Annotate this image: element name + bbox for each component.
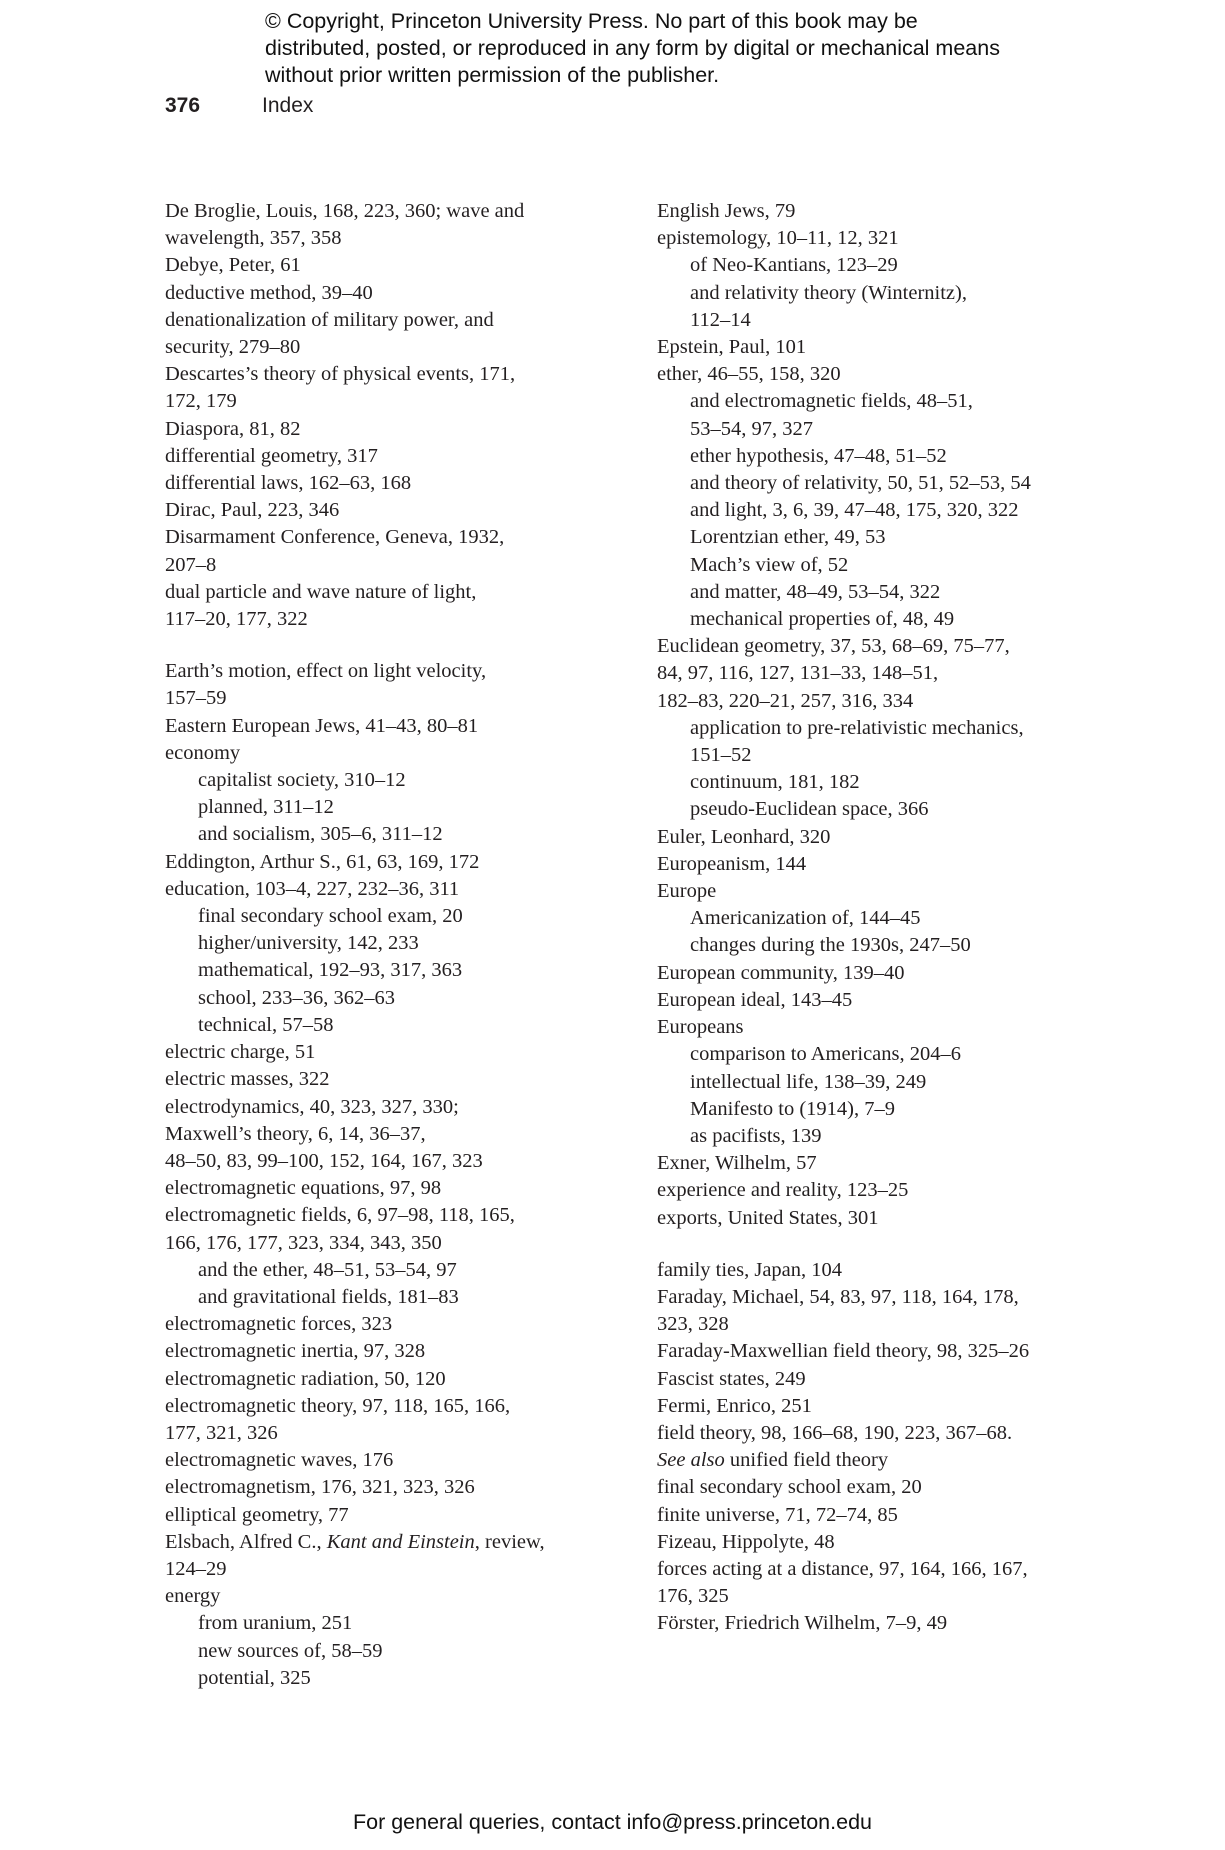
index-subentry <box>165 767 585 794</box>
index-subentry <box>657 524 1077 551</box>
index-entry <box>165 1447 585 1474</box>
entry-line: Europeanism, 144 <box>657 852 807 875</box>
index-subentry <box>657 932 1077 959</box>
entry-line: differential laws, 162–63, 168 <box>165 472 412 495</box>
footer-contact: For general queries, contact info@press.princeton.edu <box>352 1810 872 1834</box>
index-subentry <box>165 1665 585 1692</box>
page-number: 376 <box>165 94 201 117</box>
entry-line: electric masses, 322 <box>165 1068 330 1091</box>
entry-line: Eastern European Jews, 41–43, 80–81 <box>165 714 479 737</box>
entry-line: electromagnetic radiation, 50, 120 <box>165 1367 446 1390</box>
index-subentry <box>657 252 1077 279</box>
letter-group-gap <box>165 633 585 658</box>
entry-line: electromagnetic fields, 6, 97–98, 118, 165, <box>165 1204 515 1227</box>
index-entry <box>657 987 1077 1014</box>
entry-line: 151–52 <box>690 744 752 767</box>
entry-line: wavelength, 357, 358 <box>165 227 342 250</box>
entry-line: European community, 139–40 <box>657 961 905 984</box>
entry-line: field theory, 98, 166–68, 190, 223, 367–68. <box>657 1421 1013 1444</box>
index-subentry <box>657 1123 1077 1150</box>
entry-line: 176, 325 <box>657 1585 729 1608</box>
entry-line: Euclidean geometry, 37, 53, 68–69, 75–77, <box>657 635 1010 658</box>
entry-line: Lorentzian ether, 49, 53 <box>690 526 886 549</box>
entry-line: Diaspora, 81, 82 <box>165 417 301 440</box>
index-entry <box>657 851 1077 878</box>
index-entry <box>165 198 585 252</box>
entry-line: electromagnetic equations, 97, 98 <box>165 1177 442 1200</box>
index-entry <box>657 1529 1077 1556</box>
index-column-left <box>165 198 585 1692</box>
index-subentry <box>165 1610 585 1637</box>
entry-line: and gravitational fields, 181–83 <box>198 1285 459 1308</box>
entry-line: Förster, Friedrich Wilhelm, 7–9, 49 <box>657 1612 948 1635</box>
entry-line: elliptical geometry, 77 <box>165 1503 349 1526</box>
index-entry <box>165 416 585 443</box>
entry-line: electromagnetic inertia, 97, 328 <box>165 1340 426 1363</box>
entry-line: epistemology, 10–11, 12, 321 <box>657 227 899 250</box>
index-entry <box>165 740 585 767</box>
index-entry <box>165 1366 585 1393</box>
entry-line: ether hypothesis, 47–48, 51–52 <box>690 444 947 467</box>
entry-line: Europeans <box>657 1016 744 1039</box>
entry-line: mechanical properties of, 48, 49 <box>690 608 955 631</box>
index-entry <box>165 849 585 876</box>
entry-line: Disarmament Conference, Geneva, 1932, <box>165 526 505 549</box>
entry-line: De Broglie, Louis, 168, 223, 360; wave and <box>165 200 525 222</box>
index-subentry <box>165 930 585 957</box>
index-entry <box>165 307 585 361</box>
index-entry <box>657 1474 1077 1501</box>
index-entry <box>165 1502 585 1529</box>
entry-line: electrodynamics, 40, 323, 327, 330; <box>165 1095 459 1118</box>
index-subentry <box>657 470 1077 497</box>
entry-line: forces acting at a distance, 97, 164, 166, 167, <box>657 1557 1028 1580</box>
entry-line: Elsbach, Alfred C., Kant and Einstein, review, <box>165 1530 545 1553</box>
entry-line: differential geometry, 317 <box>165 444 378 467</box>
index-entry <box>165 1039 585 1066</box>
entry-line: technical, 57–58 <box>198 1013 334 1036</box>
entry-line: dual particle and wave nature of light, <box>165 580 477 603</box>
index-entry <box>657 1610 1077 1637</box>
entry-line: and socialism, 305–6, 311–12 <box>198 823 443 846</box>
book-title: Kant and Einstein <box>326 1530 475 1553</box>
entry-line: new sources of, 58–59 <box>198 1639 383 1662</box>
entry-line: European ideal, 143–45 <box>657 988 853 1011</box>
index-subentry <box>657 1041 1077 1068</box>
index-subentry <box>657 905 1077 932</box>
index-entry <box>165 524 585 578</box>
entry-line: Manifesto to (1914), 7–9 <box>690 1097 895 1120</box>
index-subentry <box>165 1638 585 1665</box>
entry-line: higher/university, 142, 233 <box>198 932 419 955</box>
index-entry <box>657 1556 1077 1610</box>
entry-line: Fermi, Enrico, 251 <box>657 1394 812 1417</box>
see-also-target: unified field theory <box>724 1449 889 1472</box>
running-title: Index <box>262 94 314 117</box>
index-entry <box>165 497 585 524</box>
entry-line: 323, 328 <box>657 1313 729 1336</box>
letter-group-gap <box>657 1232 1077 1257</box>
entry-line: denationalization of military power, and <box>165 308 494 331</box>
entry-line: energy <box>165 1585 221 1608</box>
entry-line: education, 103–4, 227, 232–36, 311 <box>165 877 460 900</box>
entry-line: Mach’s view of, 52 <box>690 553 849 576</box>
entry-line: 157–59 <box>165 687 227 710</box>
entry-line: Earth’s motion, effect on light velocity, <box>165 660 487 683</box>
index-entry <box>165 579 585 633</box>
copyright-notice: © Copyright, Princeton University Press. No part of this book may be distributed, posted, or reproduced in any form by digital or mechanical means without prior written permission of the publisher. <box>265 9 1000 87</box>
index-entry <box>165 658 585 712</box>
entry-line: exports, United States, 301 <box>657 1206 879 1229</box>
entry-line: planned, 311–12 <box>198 796 334 819</box>
index-subentry <box>165 1012 585 1039</box>
index-subentry <box>165 1257 585 1284</box>
entry-line: Exner, Wilhelm, 57 <box>657 1152 817 1175</box>
entry-line: continuum, 181, 182 <box>690 771 860 794</box>
entry-line: Maxwell’s theory, 6, 14, 36–37, <box>165 1122 426 1145</box>
see-also-label: See also <box>657 1449 725 1472</box>
entry-line: finite universe, 71, 72–74, 85 <box>657 1503 898 1526</box>
index-subentry <box>657 715 1077 769</box>
index-entry <box>657 361 1077 388</box>
index-entry <box>657 1420 1077 1474</box>
entry-line: school, 233–36, 362–63 <box>198 986 396 1009</box>
index-entry <box>165 470 585 497</box>
entry-line: potential, 325 <box>198 1666 311 1689</box>
entry-line: electromagnetic theory, 97, 118, 165, 166, <box>165 1394 511 1417</box>
index-subentry <box>657 1069 1077 1096</box>
entry-line: ether, 46–55, 158, 320 <box>657 363 841 386</box>
index-entry <box>657 225 1077 252</box>
entry-line: final secondary school exam, 20 <box>657 1476 922 1499</box>
index-entry <box>165 876 585 903</box>
entry-line: and theory of relativity, 50, 51, 52–53, 54 <box>690 472 1031 495</box>
index-subentry <box>657 443 1077 470</box>
entry-line: and electromagnetic fields, 48–51, <box>690 390 973 413</box>
index-entry <box>657 878 1077 905</box>
entry-line: English Jews, 79 <box>657 200 796 222</box>
index-entry <box>165 1202 585 1256</box>
index-entry <box>165 443 585 470</box>
entry-line: and the ether, 48–51, 53–54, 97 <box>198 1258 457 1281</box>
entry-line: Euler, Leonhard, 320 <box>657 825 831 848</box>
entry-line: 48–50, 83, 99–100, 152, 164, 167, 323 <box>165 1149 483 1172</box>
entry-line: Debye, Peter, 61 <box>165 254 301 277</box>
entry-line: 117–20, 177, 322 <box>165 608 308 631</box>
entry-line: as pacifists, 139 <box>690 1124 822 1147</box>
index-entry <box>165 1393 585 1447</box>
index-entry <box>657 1393 1077 1420</box>
entry-line: family ties, Japan, 104 <box>657 1258 843 1281</box>
entry-line: comparison to Americans, 204–6 <box>690 1043 962 1066</box>
entry-line: Fascist states, 249 <box>657 1367 806 1390</box>
index-entry <box>165 1175 585 1202</box>
index-subentry <box>165 821 585 848</box>
entry-line: and matter, 48–49, 53–54, 322 <box>690 580 941 603</box>
entry-line: Eddington, Arthur S., 61, 63, 169, 172 <box>165 850 480 873</box>
index-column-right <box>657 198 1077 1638</box>
entry-line: electromagnetism, 176, 321, 323, 326 <box>165 1476 475 1499</box>
entry-line: electromagnetic waves, 176 <box>165 1449 394 1472</box>
entry-line: 182–83, 220–21, 257, 316, 334 <box>657 689 914 712</box>
entry-line: and relativity theory (Winternitz), <box>690 281 967 304</box>
entry-line: mathematical, 192–93, 317, 363 <box>198 959 463 982</box>
index-entry <box>657 1205 1077 1232</box>
entry-line: experience and reality, 123–25 <box>657 1179 909 1202</box>
entry-line: 172, 179 <box>165 390 237 413</box>
index-entry <box>657 1284 1077 1338</box>
entry-line: capitalist society, 310–12 <box>198 769 406 792</box>
entry-line: 177, 321, 326 <box>165 1421 278 1444</box>
index-entry <box>657 633 1077 715</box>
entry-line: changes during the 1930s, 247–50 <box>690 934 971 957</box>
index-entry <box>165 1338 585 1365</box>
entry-line: Faraday-Maxwellian field theory, 98, 325–26 <box>657 1340 1030 1363</box>
index-entry <box>165 361 585 415</box>
index-subentry <box>657 796 1077 823</box>
index-subentry <box>657 388 1077 442</box>
entry-line: pseudo-Euclidean space, 366 <box>690 798 929 821</box>
entry-line: electric charge, 51 <box>165 1041 316 1064</box>
entry-line: 207–8 <box>165 553 217 576</box>
index-entry <box>657 198 1077 225</box>
index-subentry <box>657 769 1077 796</box>
entry-line: 53–54, 97, 327 <box>690 417 813 440</box>
entry-line: Europe <box>657 880 717 903</box>
index-subentry <box>657 280 1077 334</box>
entry-line: 166, 176, 177, 323, 334, 343, 350 <box>165 1231 442 1254</box>
index-subentry <box>657 1096 1077 1123</box>
entry-line: final secondary school exam, 20 <box>198 905 463 928</box>
entry-line: Americanization of, 144–45 <box>690 907 921 930</box>
index-entry <box>657 1257 1077 1284</box>
entry-line: Fizeau, Hippolyte, 48 <box>657 1530 835 1553</box>
index-entry <box>165 280 585 307</box>
entry-line: Descartes’s theory of physical events, 171, <box>165 363 516 386</box>
index-entry <box>165 1311 585 1338</box>
index-subentry <box>165 794 585 821</box>
index-subentry <box>657 579 1077 606</box>
index-entry <box>165 713 585 740</box>
index-entry <box>657 1366 1077 1393</box>
index-subentry <box>165 1284 585 1311</box>
index-entry <box>165 1094 585 1176</box>
index-entry <box>657 1014 1077 1041</box>
index-entry <box>165 1066 585 1093</box>
entry-line: security, 279–80 <box>165 336 301 359</box>
index-entry <box>657 1338 1077 1365</box>
index-subentry <box>165 903 585 930</box>
entry-line: 112–14 <box>690 308 751 331</box>
index-entry <box>657 1502 1077 1529</box>
index-entry <box>657 1150 1077 1177</box>
index-entry <box>657 960 1077 987</box>
entry-line: and light, 3, 6, 39, 47–48, 175, 320, 322 <box>690 499 1019 522</box>
entry-line: economy <box>165 741 241 764</box>
index-entry <box>657 824 1077 851</box>
entry-line: 84, 97, 116, 127, 131–33, 148–51, <box>657 662 939 685</box>
see-also-line <box>657 1447 1077 1474</box>
index-entry <box>657 1177 1077 1204</box>
entry-line: Epstein, Paul, 101 <box>657 336 807 359</box>
index-entry <box>657 334 1077 361</box>
running-head <box>165 92 313 120</box>
entry-line: Dirac, Paul, 223, 346 <box>165 499 340 522</box>
index-subentry <box>657 552 1077 579</box>
index-subentry <box>657 606 1077 633</box>
entry-line: Faraday, Michael, 54, 83, 97, 118, 164, 178, <box>657 1285 1019 1308</box>
index-entry <box>165 1529 585 1583</box>
entry-line: from uranium, 251 <box>198 1612 353 1635</box>
entry-line: intellectual life, 138–39, 249 <box>690 1070 927 1093</box>
entry-line: deductive method, 39–40 <box>165 281 373 304</box>
index-subentry <box>165 985 585 1012</box>
entry-line: 124–29 <box>165 1557 227 1580</box>
index-subentry <box>165 957 585 984</box>
index-subentry <box>657 497 1077 524</box>
entry-line: application to pre-relativistic mechanics, <box>690 716 1024 739</box>
index-entry <box>165 1583 585 1610</box>
entry-line: of Neo-Kantians, 123–29 <box>690 254 898 277</box>
index-entry <box>165 1474 585 1501</box>
entry-line: electromagnetic forces, 323 <box>165 1313 393 1336</box>
index-entry <box>165 252 585 279</box>
